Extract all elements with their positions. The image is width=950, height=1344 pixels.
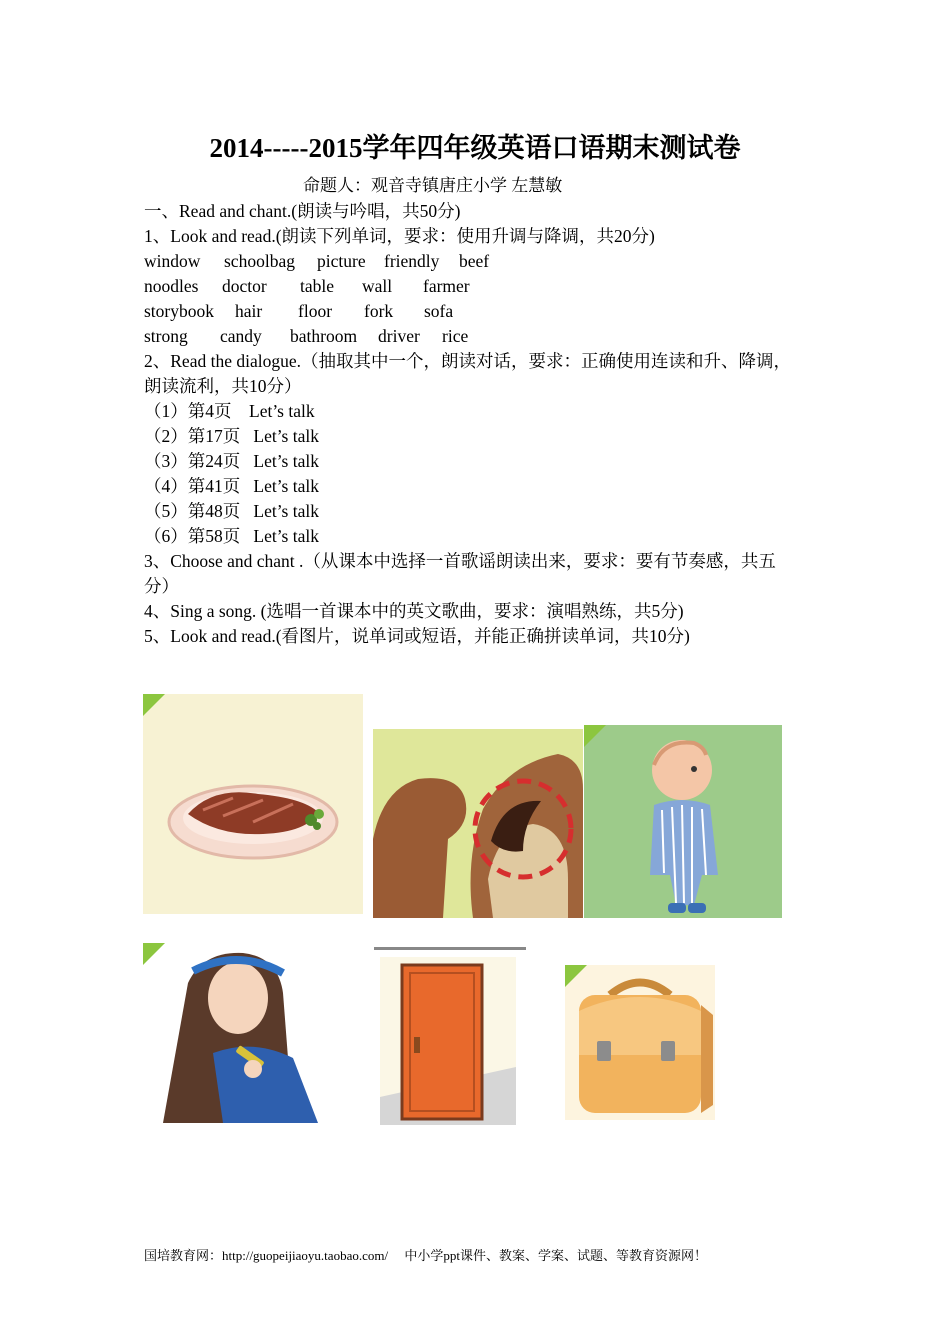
dialogue-item: （6）第58页 Let’s talk [144, 526, 319, 546]
question-1: 1、Look and read.(朗读下列单词，要求：使用升调与降调，共20分) [144, 226, 655, 246]
footer: 国培教育网：http://guopeijiaoyu.taobao.com/ 中小学ppt课件、教案、学案、试题、等教育资源网！ [144, 1248, 707, 1263]
schoolbag-icon [565, 965, 715, 1120]
word: fork [364, 301, 394, 321]
door-icon [374, 947, 526, 1127]
word: floor [298, 301, 333, 321]
dialogue-item: （2）第17页 Let’s talk [144, 426, 319, 446]
question-4: 4、Sing a song. (选唱一首课本中的英文歌曲，要求：演唱熟练，共5分) [144, 601, 684, 621]
dialogue-item: （4）第41页 Let’s talk [144, 476, 319, 496]
dialogue-item: （3）第24页 Let’s talk [144, 451, 319, 471]
author-line: 命题人：观音寺镇唐庄小学 左慧敏 [303, 176, 563, 195]
word: driver [378, 326, 420, 346]
word: candy [220, 326, 262, 346]
word: sofa [424, 301, 454, 321]
word: window [144, 251, 201, 271]
word: doctor [222, 276, 267, 296]
beef-icon [143, 694, 363, 914]
question-2: 2、Read the dialogue.（抽取其中一个，朗读对话，要求：正确使用连读和升、降调， [144, 351, 791, 371]
page-title: 2014-----2015学年四年级英语口语期末测试卷 [209, 133, 741, 163]
word: noodles [144, 276, 199, 296]
word: bathroom [290, 326, 358, 346]
hair-icon [143, 943, 323, 1123]
word: rice [442, 326, 469, 346]
word: table [300, 276, 335, 296]
word: beef [459, 251, 490, 271]
baby-icon [584, 725, 782, 918]
word: farmer [423, 276, 470, 296]
question-2-cont: 朗读流利，共10分） [144, 376, 302, 396]
dialogue-item: （1）第4页 Let’s talk [144, 401, 315, 421]
word: friendly [384, 251, 440, 271]
dialogue-item: （5）第48页 Let’s talk [144, 501, 319, 521]
word: schoolbag [224, 251, 295, 271]
section-1-heading: 一、Read and chant.(朗读与吟唱，共50分) [144, 201, 461, 221]
question-3: 3、Choose and chant .（从课本中选择一首歌谣朗读出来，要求：要有节奏感，共五 [144, 551, 776, 571]
word: picture [317, 251, 366, 271]
question-5: 5、Look and read.(看图片，说单词或短语，并能正确拼读单词，共10分) [144, 626, 690, 646]
word: storybook [144, 301, 214, 321]
word: wall [362, 276, 393, 296]
word: hair [235, 301, 263, 321]
question-3-cont: 分） [144, 576, 179, 596]
word: strong [144, 326, 188, 346]
nose-icon [373, 729, 583, 918]
